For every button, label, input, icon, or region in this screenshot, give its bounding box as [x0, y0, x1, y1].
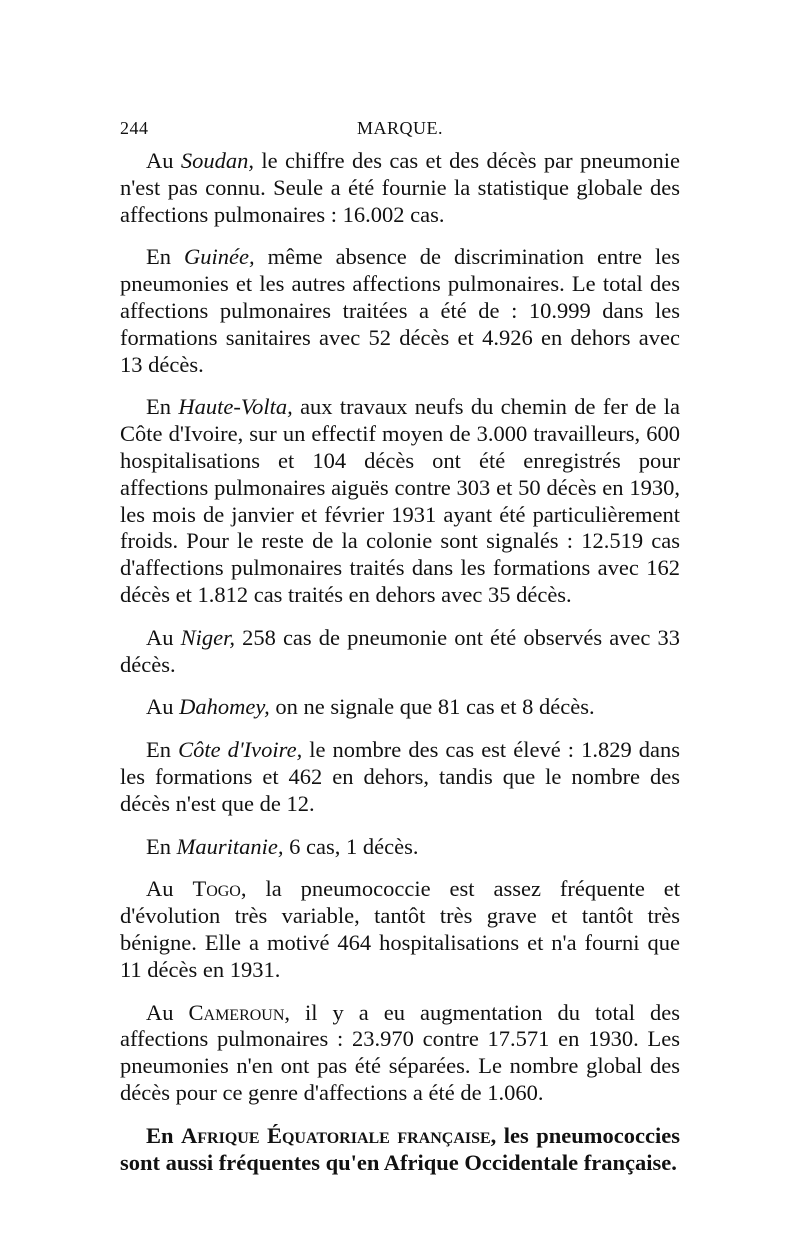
paragraph-lead: Au — [146, 148, 181, 173]
paragraph-lead: En — [146, 394, 179, 420]
paragraph-mauritanie — [120, 834, 680, 861]
place-name: Dahomey, — [179, 694, 270, 720]
paragraph-dahomey — [120, 694, 680, 721]
paragraph-cameroun — [120, 1000, 680, 1107]
place-name: Niger, — [180, 624, 235, 650]
running-head: MARQUE. — [356, 118, 443, 138]
paragraph-haute-volta — [120, 394, 680, 608]
place-name: Côte d'Ivoire, — [178, 737, 303, 763]
place-name: Afrique Équatoriale française, — [181, 1122, 497, 1148]
paragraph-lead: Au — [146, 694, 180, 720]
paragraph-lead: En — [146, 1122, 182, 1148]
paragraph-togo — [120, 876, 680, 983]
paragraph-text: 258 cas de pneumonie ont été observés avec 33 décès. — [120, 624, 681, 677]
paragraph-text: on ne signale que 81 cas et 8 décès. — [269, 694, 595, 720]
paragraph-cote-divoire — [120, 737, 680, 817]
place-name: Cameroun, — [188, 999, 291, 1025]
paragraph-text: il y a eu augmentation du total des affections pulmonaires : 23.970 contre 17.571 en 1930. Les pneumonies n'en ont pas été séparées. Le nombre global des décès pour ce genre d'affections a été de 1.060. — [120, 999, 680, 1105]
paragraph-text: le nombre des cas est élevé : 1.829 dans les formations et 462 en dehors, tandis que le nombre des décès n'est que de 12. — [120, 737, 681, 816]
paragraph-text: les pneumococcies sont aussi fréquentes qu'en Afrique Occidentale française. — [120, 1122, 680, 1175]
place-name: Guinée, — [184, 244, 255, 270]
place-name: Haute-Volta, — [178, 394, 293, 420]
page-number: 244 — [120, 118, 149, 138]
paragraph-lead: Au — [146, 876, 193, 902]
paragraph-lead: En — [146, 737, 179, 763]
paragraph-text: aux travaux neufs du chemin de fer de la Côte d'Ivoire, sur un effectif moyen de 3.000 travailleurs, 600 hospitalisations et 104 décès ont été enregistrés pour affections pulmonaires aiguës contre 303 et 50 décès en 1930, les mois de janvier et février 1931 ayant été particulièrement froids. Pour le reste de la colonie sont signalés : 12.519 cas d'affections pulmonaires traités dans les formations avec 162 décès et 1.812 cas traités en dehors avec 35 décès. — [120, 394, 680, 607]
paragraph-afrique-equatoriale — [120, 1123, 680, 1177]
paragraph-text: le chiffre des cas et des décès par pneumonie n'est pas connu. Seule a été fournie la statistique globale des affections pulmonaires : 16.002 cas. — [120, 148, 680, 227]
paragraph-lead: Au — [146, 624, 181, 650]
paragraph-guinee — [120, 244, 680, 378]
paragraph-lead: En — [146, 244, 184, 270]
paragraph-lead: Au — [146, 999, 189, 1025]
place-name: Soudan, — [180, 148, 255, 173]
paragraph-text: 6 cas, 1 décès. — [283, 833, 419, 859]
place-name: Mauritanie, — [176, 833, 284, 859]
paragraph-text: même absence de discrimination entre les pneumonies et les autres affections pulmonaires. Le total des affections pulmonaires traitées a été de : 10.999 dans les formations sanitaires avec 52 décès et 4.926 en dehors avec 13 décès. — [120, 244, 680, 377]
place-name: Togo, — [192, 876, 247, 902]
paragraph-text: la pneumococcie est assez fréquente et d'évolution très variable, tantôt très grave et tantôt très bénigne. Elle a motivé 464 hospitalisations et n'a fourni que 11 décès en 1931. — [120, 876, 681, 982]
paragraph-lead: En — [146, 833, 177, 859]
body-text — [120, 148, 680, 1176]
paragraph-niger — [120, 625, 680, 679]
page-header — [120, 118, 680, 142]
paragraph-soudan — [120, 148, 680, 228]
